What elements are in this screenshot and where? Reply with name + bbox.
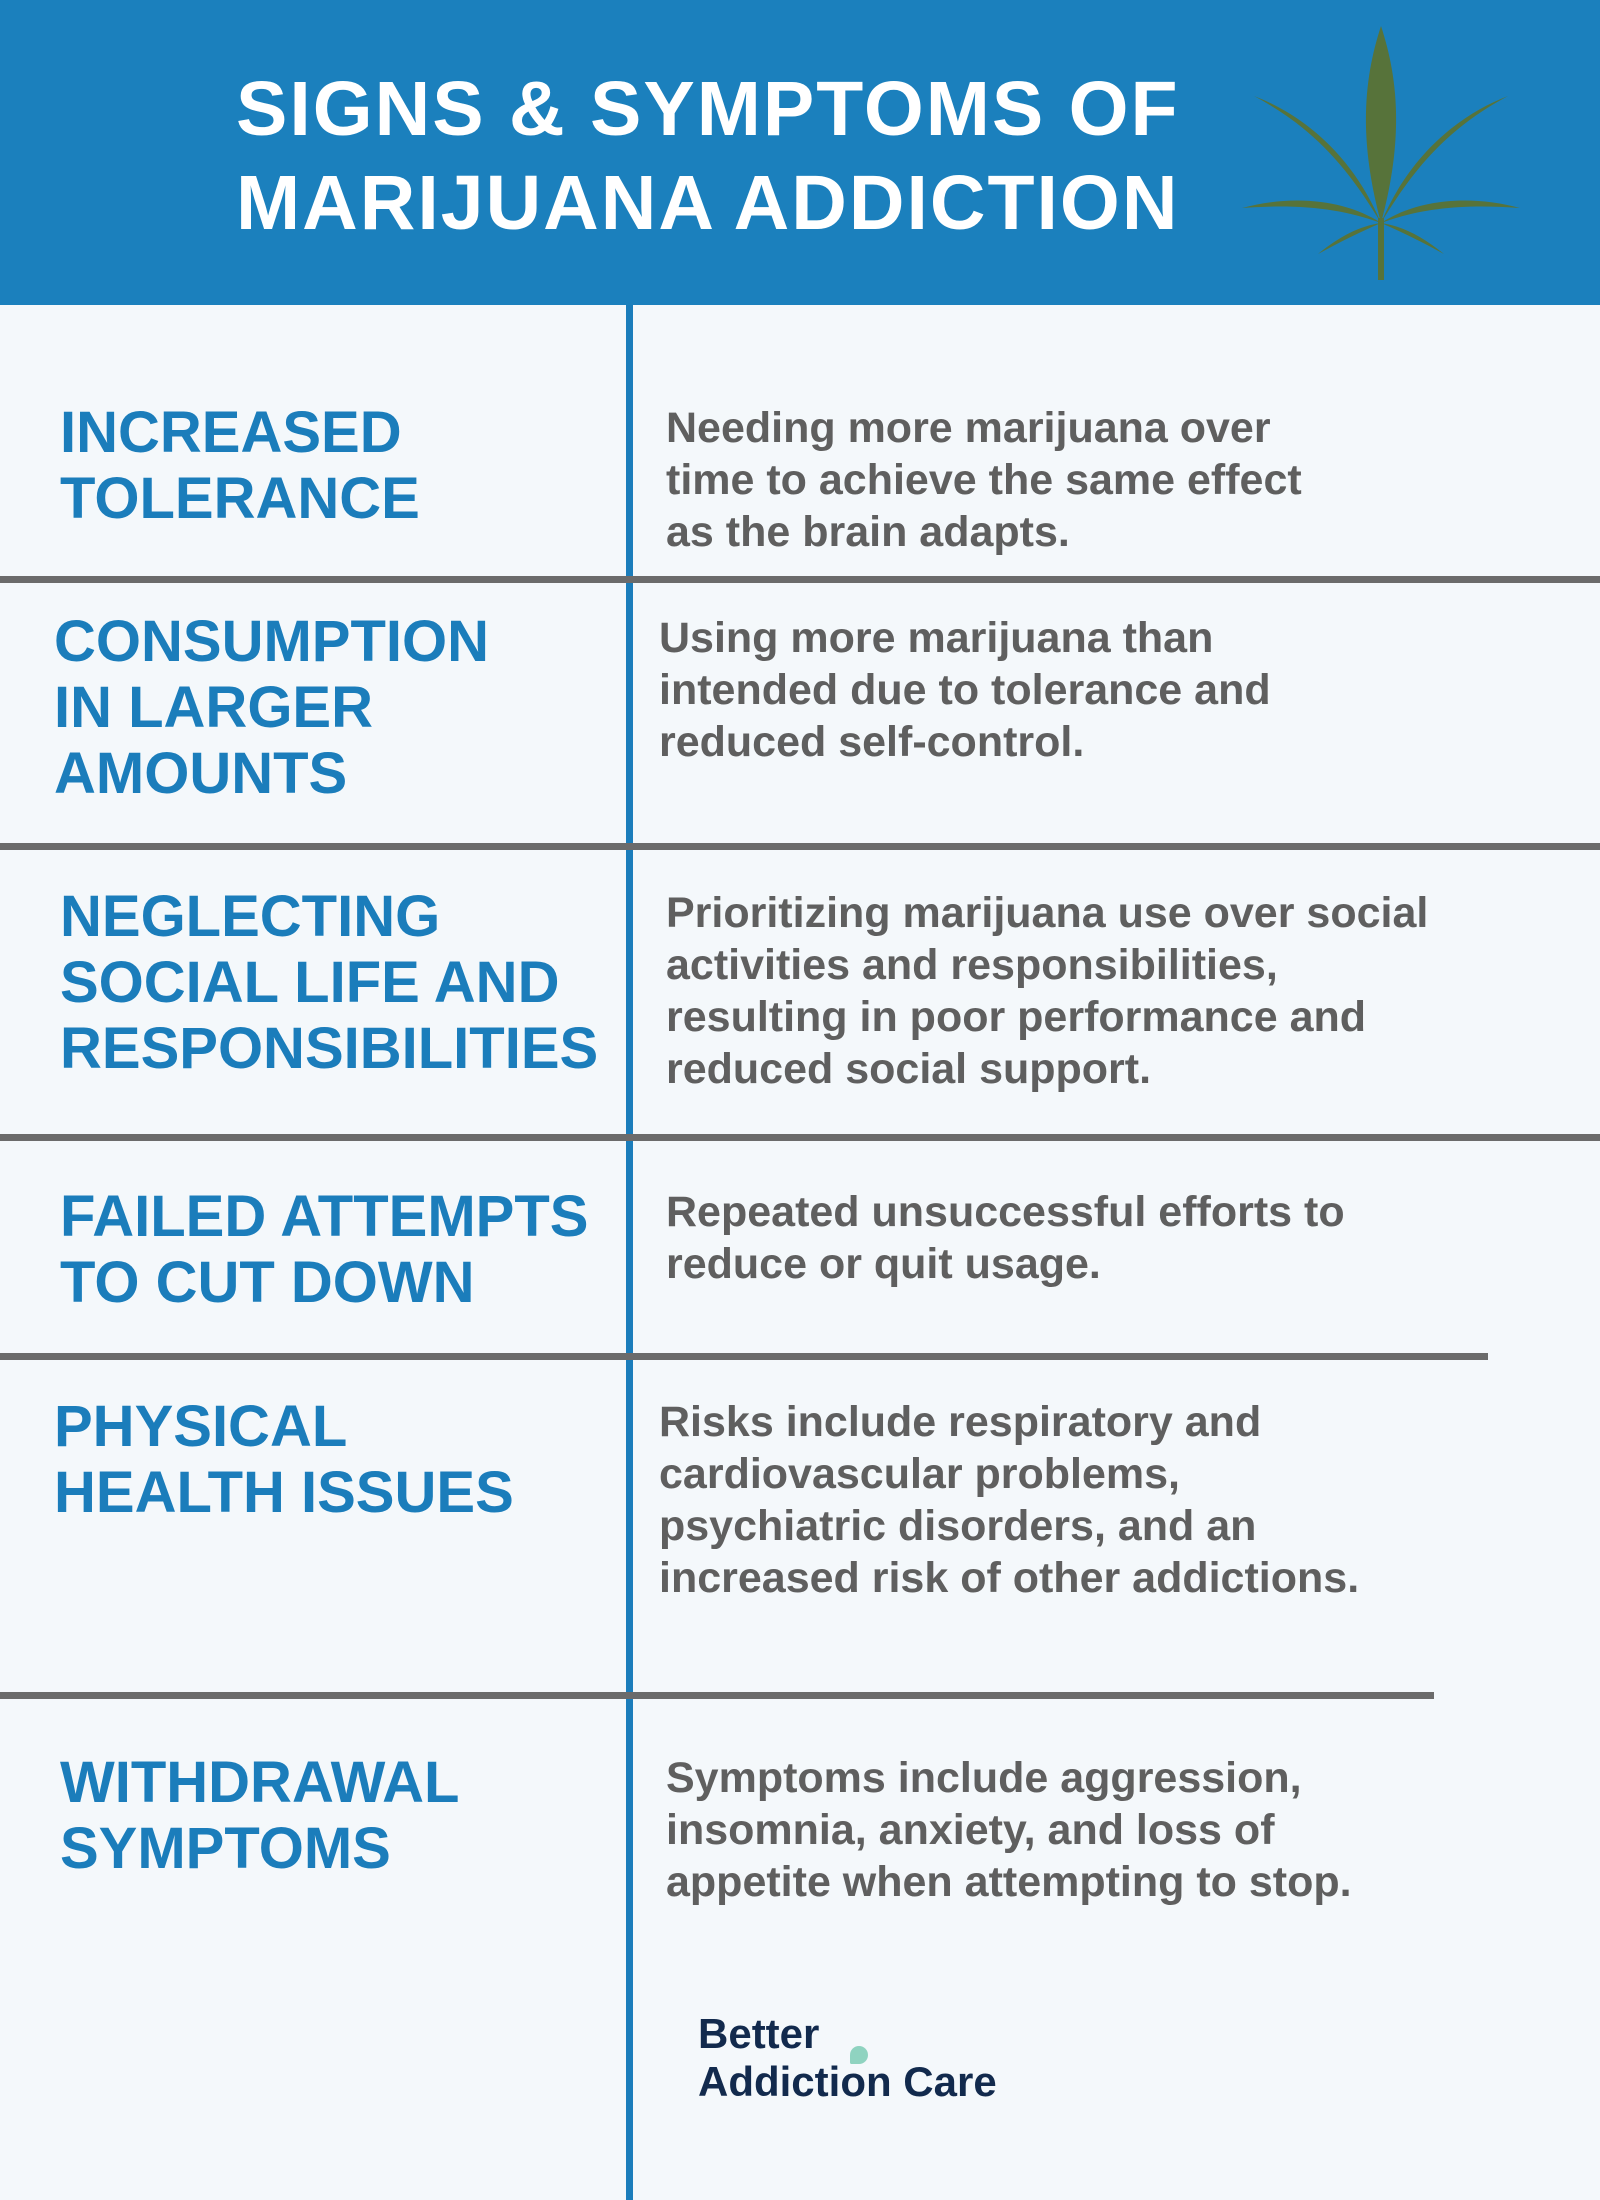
symptom-description: Using more marijuana than intended due to tolerance and reduced self-control.: [659, 614, 1271, 766]
page-title: [236, 62, 1236, 250]
title-line-2: MARIJUANA ADDICTION: [236, 160, 1180, 246]
row-divider: [0, 843, 1600, 850]
cannabis-leaf-icon: [1236, 18, 1526, 284]
symptom-description: Symptoms include aggression, insomnia, anxiety, and loss of appetite when attempting to stop.: [666, 1754, 1352, 1906]
symptom-term-withdrawal: WITHDRAWAL SYMPTOMS: [60, 1750, 460, 1881]
title-line-1: SIGNS & SYMPTOMS OF: [236, 66, 1180, 152]
logo-line-2: Addiction Care: [698, 2058, 997, 2105]
logo-line-1: Better: [698, 2010, 820, 2057]
header-banner: [0, 0, 1600, 305]
row-divider: [0, 1692, 1434, 1699]
symptom-term-failed-attempts: FAILED ATTEMPTS TO CUT DOWN: [60, 1184, 589, 1315]
row-divider: [0, 576, 1600, 583]
symptom-term-physical-health: PHYSICAL HEALTH ISSUES: [54, 1394, 514, 1525]
row-divider: [0, 1134, 1600, 1141]
brand-logo: [698, 2010, 1058, 2120]
symptom-term-increased-tolerance: INCREASED TOLERANCE: [60, 400, 420, 531]
symptom-description: Prioritizing marijuana use over social activities and responsibilities, resulting in poor performance and reduced social support.: [666, 889, 1429, 1093]
symptom-description: Repeated unsuccessful efforts to reduce or quit usage.: [666, 1188, 1345, 1288]
column-divider: [626, 305, 633, 2200]
symptom-description: Needing more marijuana over time to achieve the same effect as the brain adapts.: [666, 404, 1302, 556]
symptom-term-consumption: CONSUMPTION IN LARGER AMOUNTS: [54, 609, 489, 806]
row-divider: [0, 1353, 1488, 1360]
symptom-description: Risks include respiratory and cardiovascular problems, psychiatric disorders, and an increased risk of other addictions.: [659, 1398, 1360, 1602]
symptom-term-neglecting: NEGLECTING SOCIAL LIFE AND RESPONSIBILITIES: [60, 884, 599, 1081]
